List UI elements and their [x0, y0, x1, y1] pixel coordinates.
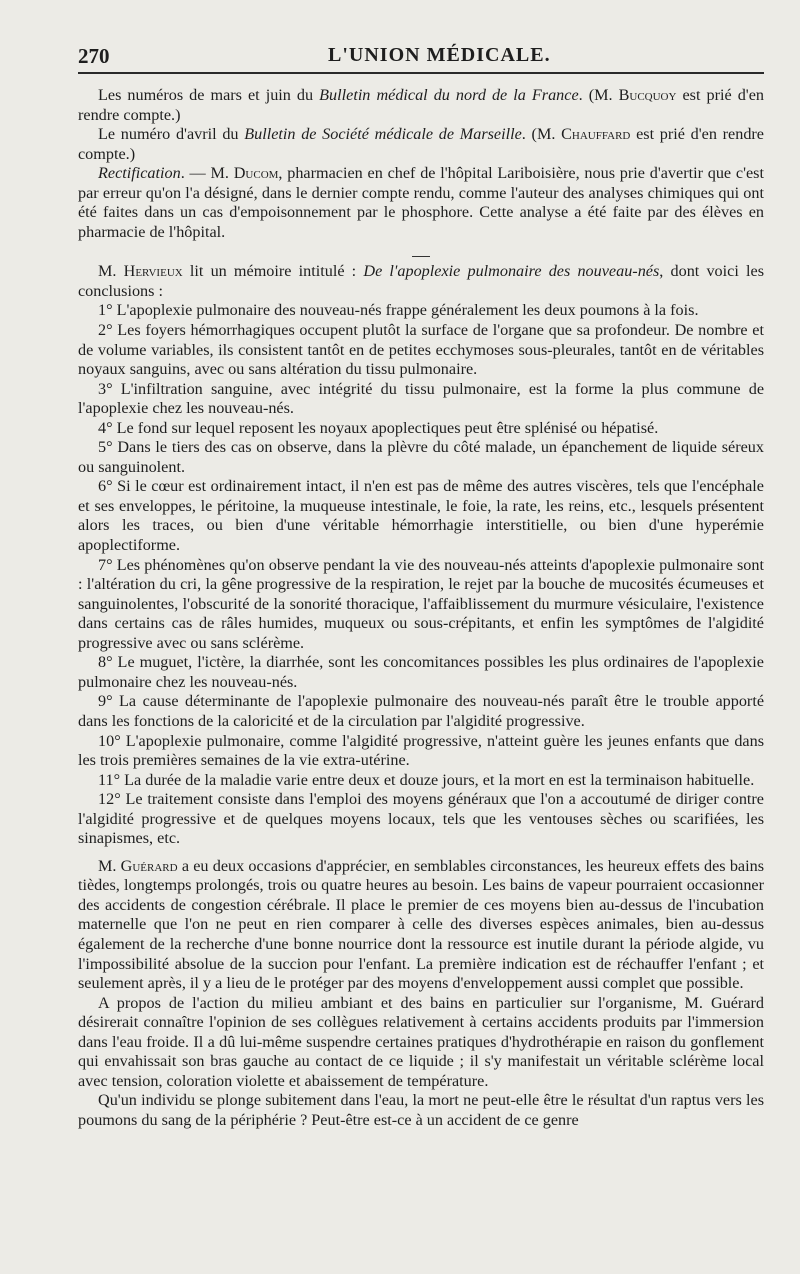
conclusion-item: 11° La durée de la maladie varie entre deux et douze jours, et la mort en est la terminaison habituelle.	[98, 770, 755, 789]
page-header	[78, 38, 764, 74]
conclusion-item: 12° Le traitement consiste dans l'emploi des moyens généraux que l'on a accoutumé de diriger contre l'algidité progressive et de quelques moyens locaux, tels que les ventouses sèches ou scarifiées, les sinapismes, etc.	[78, 790, 764, 848]
conclusion-item: 8° Le muguet, l'ictère, la diarrhée, sont les concomitances possibles les plus ordinaires de l'apoplexie pulmonaire chez les nouveau-nés.	[78, 653, 764, 691]
section-separator	[78, 246, 764, 260]
paragraph: M. Hervieux lit un mémoire intitulé : De l'apoplexie pulmonaire des nouveau-nés, dont voici les conclusions :	[78, 262, 764, 300]
page-number: 270	[78, 44, 110, 68]
body-text	[78, 74, 764, 1130]
paragraph-gap	[78, 849, 764, 857]
conclusion-item: 2° Les foyers hémorrhagiques occupent plutôt la surface de l'organe que sa profondeur. De nombre et de volume variables, ils consistent tantôt en de petites ecchymoses sous-pleurales, tantôt en de véritables noyaux sanguins, avec ou sans altération du tissu pulmonaire.	[78, 321, 764, 379]
conclusion-item: 10° L'apoplexie pulmonaire, comme l'algidité progressive, n'atteint guère les jeunes enfants que dans les trois premières semaines de la vie extra-utérine.	[78, 731, 764, 770]
paragraph: M. Guérard a eu deux occasions d'apprécier, en semblables circonstances, les heureux effets des bains tièdes, longtemps prolongés, trois ou quatre heures au besoin. Les bains de vapeur pourraient occasionner des accidents de congestion cérébrale. Il place le premier de ces moyens bien au-dessus de l'incubation maternelle que l'on ne peut en rien comparer à celle des diverses espèces animales, bien au-dessus également de la recherche d'une bonne nourrice dont la ressource est inutile durant la période algide, vu l'impossibilité absolue de la succion pour l'enfant. La première indication est de réchauffer l'enfant ; et seulement après, il y a lieu de le protéger par des moyens d'enveloppement aussi complet que possible.	[78, 856, 764, 993]
paragraph: Qu'un individu se plonge subitement dans l'eau, la mort ne peut-elle être le résultat d'un raptus vers les poumons du sang de la périphérie ? Peut-être est-ce à un accident de ce genre	[78, 1091, 764, 1129]
conclusion-item: 3° L'infiltration sanguine, avec intégrité du tissu pulmonaire, est la forme la plus commune de l'apoplexie chez les nouveau-nés.	[78, 379, 764, 418]
paragraph: A propos de l'action du milieu ambiant et des bains en particulier sur l'organisme, M. Guérard désirerait connaître l'opinion de ses collègues relativement à certains accidents produits par l'immersion dans l'eau froide. Il a dû lui-même suspendre certaines pratiques d'hydrothérapie en raison du gonflement qui envahissait son bras gauche au contact de ce liquide ; il s'y manifestait un véritable sclérème local avec tension, coloration violette et abaissement de température.	[78, 993, 764, 1090]
running-title: L'UNION MÉDICALE.	[328, 44, 551, 66]
paragraph: Rectification. — M. Ducom, pharmacien en chef de l'hôpital Lariboisière, nous prie d'avertir que c'est par erreur qu'on l'a désigné, dans le dernier compte rendu, comme l'auteur des analyses chimiques qui ont été faites dans un cas d'empoisonnement par le phosphore. Cette analyse a été faite par des élèves en pharmacie de l'hôpital.	[78, 164, 764, 241]
conclusion-item: 7° Les phénomènes qu'on observe pendant la vie des nouveau-nés atteints d'apoplexie pulmonaire sont : l'altération du cri, la gêne progressive de la respiration, le rejet par la bouche de mucosités écumeuses et sanguinolentes, l'obscurité de la sonorité thoracique, l'affaiblissement du murmure vésiculaire, l'existence dans certains cas de râles humides, muqueux ou sous-crépitants, et enfin les symptômes de l'algidité progressive avec ou sans sclérème.	[78, 555, 764, 652]
conclusion-item: 5° Dans le tiers des cas on observe, dans la plèvre du côté malade, un épanchement de liquide séreux ou sanguinolent.	[78, 438, 764, 476]
paragraph: Les numéros de mars et juin du Bulletin médical du nord de la France. (M. Bucquoy est prié d'en rendre compte.)	[78, 86, 764, 124]
conclusion-item: 9° La cause déterminante de l'apoplexie pulmonaire des nouveau-nés paraît être le trouble apporté dans les fonctions de la caloricité et de la circulation par l'algidité progressive.	[78, 692, 764, 730]
conclusion-item: 6° Si le cœur est ordinairement intact, il n'en est pas de même des autres viscères, tels que l'encéphale et ses enveloppes, le péritoine, la muqueuse intestinale, le foie, la rate, les reins, etc., lesquels présentent alors les traces, ou bien d'une véritable hémorrhagie interstitielle, ou bien d'une hyperémie apoplectiforme.	[78, 477, 764, 555]
paragraph: Le numéro d'avril du Bulletin de Société médicale de Marseille. (M. Chauffard est prié d'en rendre compte.)	[78, 125, 764, 163]
conclusion-item: 4° Le fond sur lequel reposent les noyaux apoplectiques peut être splénisé ou hépatisé.	[98, 418, 659, 437]
conclusion-item: 1° L'apoplexie pulmonaire des nouveau-nés frappe généralement les deux poumons à la fois.	[98, 301, 699, 320]
